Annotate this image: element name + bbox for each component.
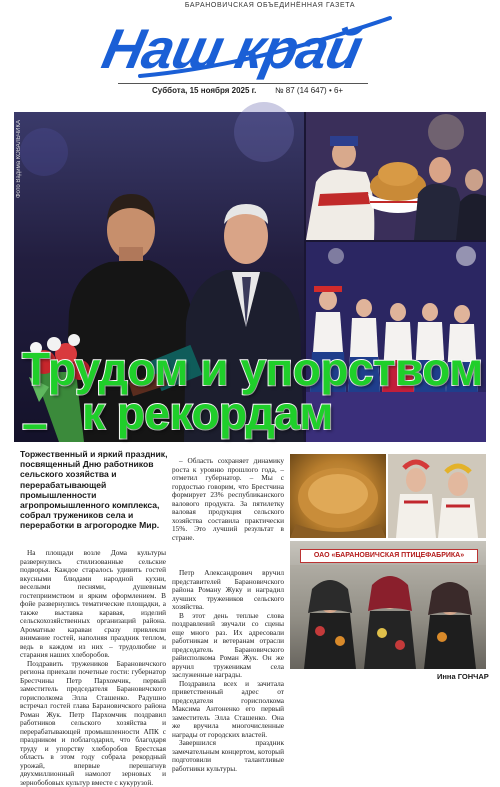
issue-date: Суббота, 15 ноября 2025 г. (152, 86, 256, 95)
main-headline (0, 342, 500, 442)
fair-stand-photo[interactable] (290, 541, 486, 669)
newspaper-logo[interactable] (100, 10, 400, 82)
issue-number: № 87 (14 647) • 6+ (275, 86, 343, 95)
photo-credit: Фото Вадима КОВАЛЬЧИКА (16, 120, 22, 198)
article-column-1 (20, 549, 166, 787)
logo-wordmark: Наш край (97, 18, 367, 80)
grain-photo[interactable] (290, 454, 386, 538)
folk-girls-photo[interactable] (388, 454, 486, 538)
fair-sign: ОАО «БАРАНОВИЧСКАЯ ПТИЦЕФАБРИКА» (300, 549, 478, 563)
paragraph: На площади возле Дома культуры развернулись стилизованные сельские подворья. Каждое старалось удивить гостей вкусными блюдами народной кухни, веселыми песнями, душевным гостеприимством и ярким оформлением. В фойе развернулись тематические площадки, а также выставка каравая, изделий сельскохозяйственных организаций района. Ароматные караваи сразу привлекли внимание гостей, наполняя праздник теплом, ведь в каждом из них – трудолюбие и старания наших хлеборобов. (20, 549, 166, 660)
paragraph: – Область сохраняет динамику роста к уровню прошлого года, – отметил губернатор. – Мы с гордостью говорим, что Брестчина формирует 23% республиканского валового продукта. За пятилетку валовая продукция сельского хозяйства составила практически 15%. Это лучший результат в стране. (172, 457, 284, 542)
article-column-3 (172, 569, 284, 773)
headline-line-2: к рекордам (82, 386, 333, 440)
masthead-kicker: БАРАНОВИЧСКАЯ ОБЪЕДИНЁННАЯ ГАЗЕТА (170, 2, 370, 9)
paragraph: Поздравила всех и зачитала приветственный адрес от председателя горисполкома Максима Антоненко его первый заместитель Элла Сташенко. Она же вручила многочисленные награды от городских властей. (172, 680, 284, 740)
paragraph: Поздравить тружеников Барановичского региона приехали почетные гости: губернатор Брестчины Петр Пархомчик, первый заместитель председателя Барановичского горисполкома Элла Сташенко. Радушно встречал гостей глава Барановичского района Роман Жук. Петр Пархомчик поздравил работников сельского хозяйства и перерабатывающей промышленности АПК с праздником и поблагодарил, что благодаря труду и упорству хлеборобов Брестская область в этом году собрала рекордный урожай, впервые перешагнув двухмиллионный намолот зерновых и зернобобовых культур вместе с кукурузой. (20, 660, 166, 787)
paragraph: Завершился праздник замечательным концертом, который подготовили талантливые работники культуры. (172, 739, 284, 773)
bread-welcome-photo[interactable] (306, 112, 486, 240)
article-column-2 (172, 457, 284, 542)
paragraph: В этот день теплые слова поздравлений звучали со сцены еще много раз. Их адресовали работникам и ветеранам отрасли председатель Барановичского райисполкома Роман Жук. Он же вручил труженикам села заслуженные награды. (172, 612, 284, 680)
masthead (0, 0, 500, 112)
paragraph: Петр Александрович вручил представителей Барановичского района Роману Жуку и наградил лучших тружеников сельского хозяйства. (172, 569, 284, 612)
article-byline: Инна ГОНЧАР (437, 672, 489, 681)
headline-line-1: Трудом и упорством – (22, 342, 500, 450)
article-lead: Торжественный и яркий праздник, посвященный Дню работников сельского хозяйства и перерабатывающей промышленности агропромышленного комплекса, собрал тружеников села и переработки в агрогородке Мир. (20, 449, 170, 531)
masthead-rule (118, 83, 368, 84)
